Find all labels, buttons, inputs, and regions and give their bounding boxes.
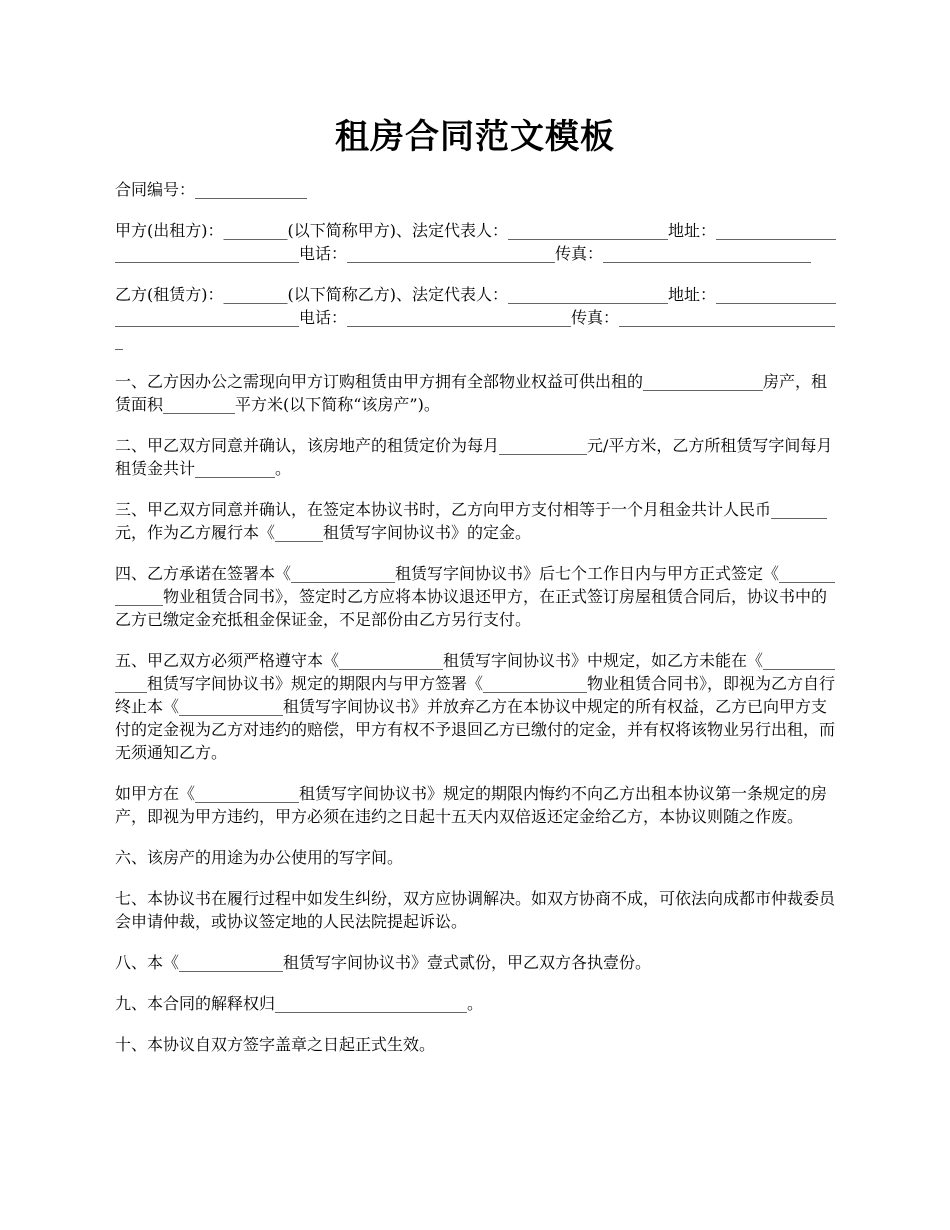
contract-number: 合同编号：______________ [115, 180, 308, 199]
document-body [115, 178, 840, 1074]
clause-8: 八、本《_____________租赁写字间协议书》壹式贰份，甲乙双方各执壹份。 [115, 953, 652, 972]
clause-5: 五、甲乙双方必须严格遵守本《_____________租赁写字间协议书》中规定，如乙方未能在《_____________租赁写字间协议书》规定的期限内与甲方签署《_____________物业租赁合同书》，即视为乙方自行终止本《_____________租赁写字间协议书》并放弃乙方在本协议中规定的所有权益，乙方已向甲方支付的定金视为乙方对违约的赔偿，甲方有权不予退回乙方已缴付的定金，并有权将该物业另行出租，而无须通知乙方。 [115, 651, 836, 762]
clause-6: 六、该房产的用途为办公使用的写字间。 [115, 848, 404, 867]
clause-4: 四、乙方承诺在签署本《_____________租赁写字间协议书》后七个工作日内与甲方正式签定《_____________物业租赁合同书》，签定时乙方应将本协议退还甲方，在正式签订房屋租赁合同后，协议书中的乙方已缴定金充抵租金保证金，不足部份由乙方另行支付。 [115, 564, 836, 629]
clause-7: 七、本协议书在履行过程中如发生纠纷，双方应协调解决。如双方协商不成，可依法向成都市仲裁委员会申请仲裁，或协议签定地的人民法院提起诉讼。 [115, 889, 836, 931]
clause-10: 十、本协议自双方签字盖章之日起正式生效。 [115, 1035, 436, 1054]
clause-2: 二、甲乙双方同意并确认，该房地产的租赁定价为每月___________元/平方米，乙方所租赁写字间每月租赁金共计__________。 [115, 436, 833, 478]
party-a-info: 甲方(出租方)：________(以下简称甲方)、法定代表人：____________________地址：______________________________________电话：__________________________传真：__________________________ [115, 221, 836, 263]
party-b-info: 乙方(租赁方)：________(以下简称乙方)、法定代表人：____________________地址：______________________________________电话：____________________________传真：____________________________ [115, 285, 836, 350]
document-title: 租房合同范文模板 [335, 117, 615, 157]
clause-5-supplement: 如甲方在《_____________租赁写字间协议书》规定的期限内悔约不向乙方出租本协议第一条规定的房产，即视为甲方违约，甲方必须在违约之日起十五天内双倍返还定金给乙方，本协议则随之作废。 [115, 784, 828, 826]
clause-1: 一、乙方因办公之需现向甲方订购租赁由甲方拥有全部物业权益可供出租的_______________房产，租赁面积_________平方米(以下简称“该房产”)。 [115, 372, 828, 414]
clause-9: 九、本合同的解释权归________________________。 [115, 994, 484, 1013]
clause-3: 三、甲乙双方同意并确认，在签定本协议书时，乙方向甲方支付相等于一个月租金共计人民币_______元，作为乙方履行本《______租赁写字间协议书》的定金。 [115, 500, 828, 542]
